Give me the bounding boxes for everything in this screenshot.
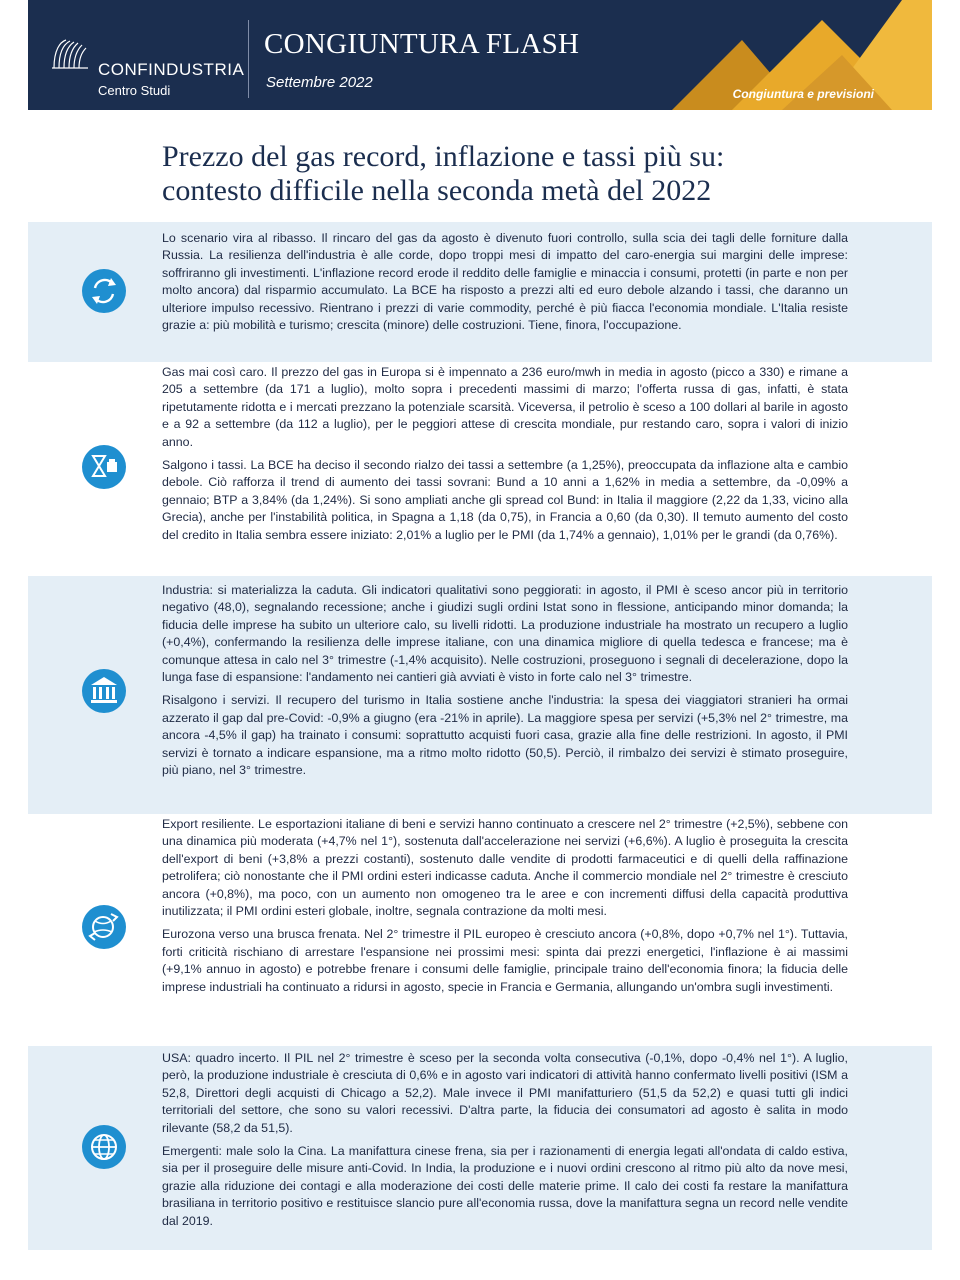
- header-divider: [248, 20, 249, 98]
- paragraph: Export resiliente. Le esportazioni italiane di beni e servizi hanno continuato a crescere nel 2° trimestre (+2,5%), sebbene con una dinamica più moderata (+4,7% nel 1°), sostenuta dall'accelerazione nei servizi (+6,6%). A luglio è proseguita la crescita dell'export di beni (+3,8% a prezzi costanti), sostenuto dalle vendite di prodotti farmaceutici e di quelli della raffinazione petrolifera; ciò nonostante che il PMI ordini esteri indicasse caduta. Anche il commercio mondiale nel 2° trimestre è cresciuto ancora (+0,8%), ma poco, con un aumento non omogeneo tra le aree e con incrementi diffusi della capacità produttiva inutilizzata; il PMI ordini esteri globale, inoltre, segnala contrazione da molti mesi.: [162, 817, 848, 919]
- paragraph: Risalgono i servizi. Il recupero del turismo in Italia sostiene anche l'industria: la spesa dei viaggiatori stranieri ha ormai azzerato il gap dal pre-Covid: -0,9% a giugno (era -21% in aprile). La maggiore spesa per servizi (+5,3% nel 2° trimestre, ma ancora -4,5% il gap) ha trainato i consumi: soprattutto acquisti fuori casa, grazie alla fine delle restrizioni. In agosto, il PMI servizi è tornato a indicare espansione, ma a ritmo molto ridotto (50,5). Perciò, il rimbalzo dei servizi è stimato proseguire, più piano, nel 3° trimestre.: [162, 693, 848, 778]
- section-scenario: [28, 222, 932, 362]
- org-subtitle: Centro Studi: [98, 83, 171, 98]
- section-energy-rates: [28, 362, 932, 576]
- paragraph: Eurozona verso una brusca frenata. Nel 2° trimestre il PIL europeo è cresciuto ancora (+0,8%, dopo +0,7% nel 1°). Tuttavia, forti criticità rischiano di arrestare l'espansione nei prossimi mesi: spinta dai prezzi energetici, l'inflazione è ai massimi (+9,1% annuo in agosto) e potrebbe frenare i consumi delle famiglie, principale traino dell'economia finora; la fiducia delle imprese industriali ha continuato a ridursi in agosto, specie in Francia e Germania, allungando un'ombra sugli investimenti.: [162, 927, 848, 994]
- globe-trade-icon: [81, 904, 127, 950]
- section-industry-services: [28, 576, 932, 814]
- page-headline: [162, 140, 902, 208]
- publication-title: CONGIUNTURA FLASH: [264, 28, 580, 60]
- bank-euro-icon: [81, 668, 127, 714]
- confindustria-logo-icon: [46, 34, 94, 74]
- section-usa-emerging: [28, 1046, 932, 1250]
- paragraph: USA: quadro incerto. Il PIL nel 2° trimestre è sceso per la seconda volta consecutiva (-0,1%, dopo -0,4% nel 1°). A luglio, però, la produzione industriale è cresciuta di 0,6% e in agosto vari indicatori di attività hanno confermato livelli positivi (ISM a 52,8, Direttori degli acquisti di Chicago a 52,2). Male invece il PMI manifatturiero (51,5 da 52,2) e quasi tutti gli indici territoriali del settore, che sono su valori recessivi. D'altra parte, la fiducia dei consumatori ad agosto è salita in modo rilevante (58,2 da 51,5).: [162, 1051, 848, 1135]
- headline-line-1: Prezzo del gas record, inflazione e tassi più su:: [162, 140, 725, 173]
- section-tag: Congiuntura e previsioni: [732, 87, 874, 101]
- paragraph: Salgono i tassi. La BCE ha deciso il secondo rialzo dei tassi a settembre (a 1,25%), preoccupata da inflazione alta e cambio debole. Ciò rafforza il trend di aumento dei tassi sovrani: Bund a 10 anni a 1,62% in media a settembre, da -0,09% a gennaio; BTP a 3,84% (da 1,24%). Si sono ampliati anche gli spread col Bund: in Italia il maggiore (2,22 da 1,33, vicino alla Grecia), anche per l'instabilità politica, in Spagna a 1,18 (da 0,75), in Francia a 0,60 (da 0,30). Il temuto aumento del costo del credito in Italia sembra essere iniziato: 2,01% a luglio per le PMI (da 1,74% a gennaio), 1,01% per le grandi (da 0,76%).: [162, 458, 848, 542]
- paragraph: Gas mai così caro. Il prezzo del gas in Europa si è impennato a 236 euro/mwh in media in agosto (picco a 330) e rimane a 205 a settembre (da 171 a luglio), molto sopra i precedenti massimi di marzo; l'offerta russa di gas, infatti, è stata ripetutamente ridotta e i mercati prezzano la potenziale scarsità. Viceversa, il petrolio è sceso a 100 dollari al barile in agosto e a 92 a settembre (da 112 a luglio), per le peggiori attese di crescita mondiale, pur restando caro, sopra i valori di inizio anno.: [162, 365, 848, 449]
- paragraph: Emergenti: male solo la Cina. La manifattura cinese frena, sia per i razionamenti di energia legati all'ondata di caldo estiva, sia per il proseguire delle misure anti-Covid. In India, la produzione e i nuovi ordini crescono al ritmo più alto da nove mesi, grazie alla riduzione dei contagi e alla moderazione dei costi delle materie prime. Il calo dei costi fa restare la manifattura brasiliana in territorio positivo e restituisce slancio pure all'economia russa, dove la manifattura segna un record nelle vendite dal 2019.: [162, 1144, 848, 1228]
- hourglass-money-icon: [81, 444, 127, 490]
- globe-icon: [81, 1124, 127, 1170]
- header-banner: [28, 0, 932, 110]
- headline-line-2: contesto difficile nella seconda metà del 2022: [162, 174, 712, 207]
- paragraph: Industria: si materializza la caduta. Gli indicatori qualitativi sono peggiorati: in agosto, il PMI è sceso ancor più in territorio negativo (48,0), segnalando recessione; anche i giudizi sugli ordini Istat sono in flessione, anticipando minor domanda; la fiducia delle imprese ha subito un ulteriore calo, su livelli ridotti. La produzione industriale ha mostrato un recupero a luglio (+0,4%), confermando la resilienza delle imprese italiane, con una dinamica migliore di quella tedesca e francese; ma è comunque attesa in calo nel 3° trimestre (-1,4% acquisito). Nelle costruzioni, proseguono i segnali di decelerazione, dopo la lunga fase di espansione: l'andamento nei cantieri già avviati è visto in forte calo nel 3° trimestre.: [162, 583, 848, 685]
- paragraph: Lo scenario vira al ribasso. Il rincaro del gas da agosto è divenuto fuori controllo, sulla scia dei tagli delle forniture dalla Russia. La resilienza dell'industria è alle corde, dopo troppi mesi di impatto del caro-energia sui margini delle imprese: soffriranno gli investimenti. L'inflazione record erode il reddito delle famiglie e minaccia i consumi, protetti (in parte e non per molto ancora) dal risparmio accumulato. La BCE ha risposto a prezzi alti ed euro debole alzando i tassi, che daranno un ulteriore impulso recessivo. Rientrano i prezzi di varie commodity, perché è più fiacca l'economia mondiale. L'Italia resiste grazie a: più mobilità e turismo; crescita (minore) delle costruzioni. Tiene, finora, l'occupazione.: [162, 231, 848, 333]
- cycle-arrows-icon: [81, 268, 127, 314]
- section-export-eurozone: [28, 814, 932, 1046]
- org-name: CONFINDUSTRIA: [98, 60, 245, 79]
- publication-date: Settembre 2022: [266, 74, 373, 91]
